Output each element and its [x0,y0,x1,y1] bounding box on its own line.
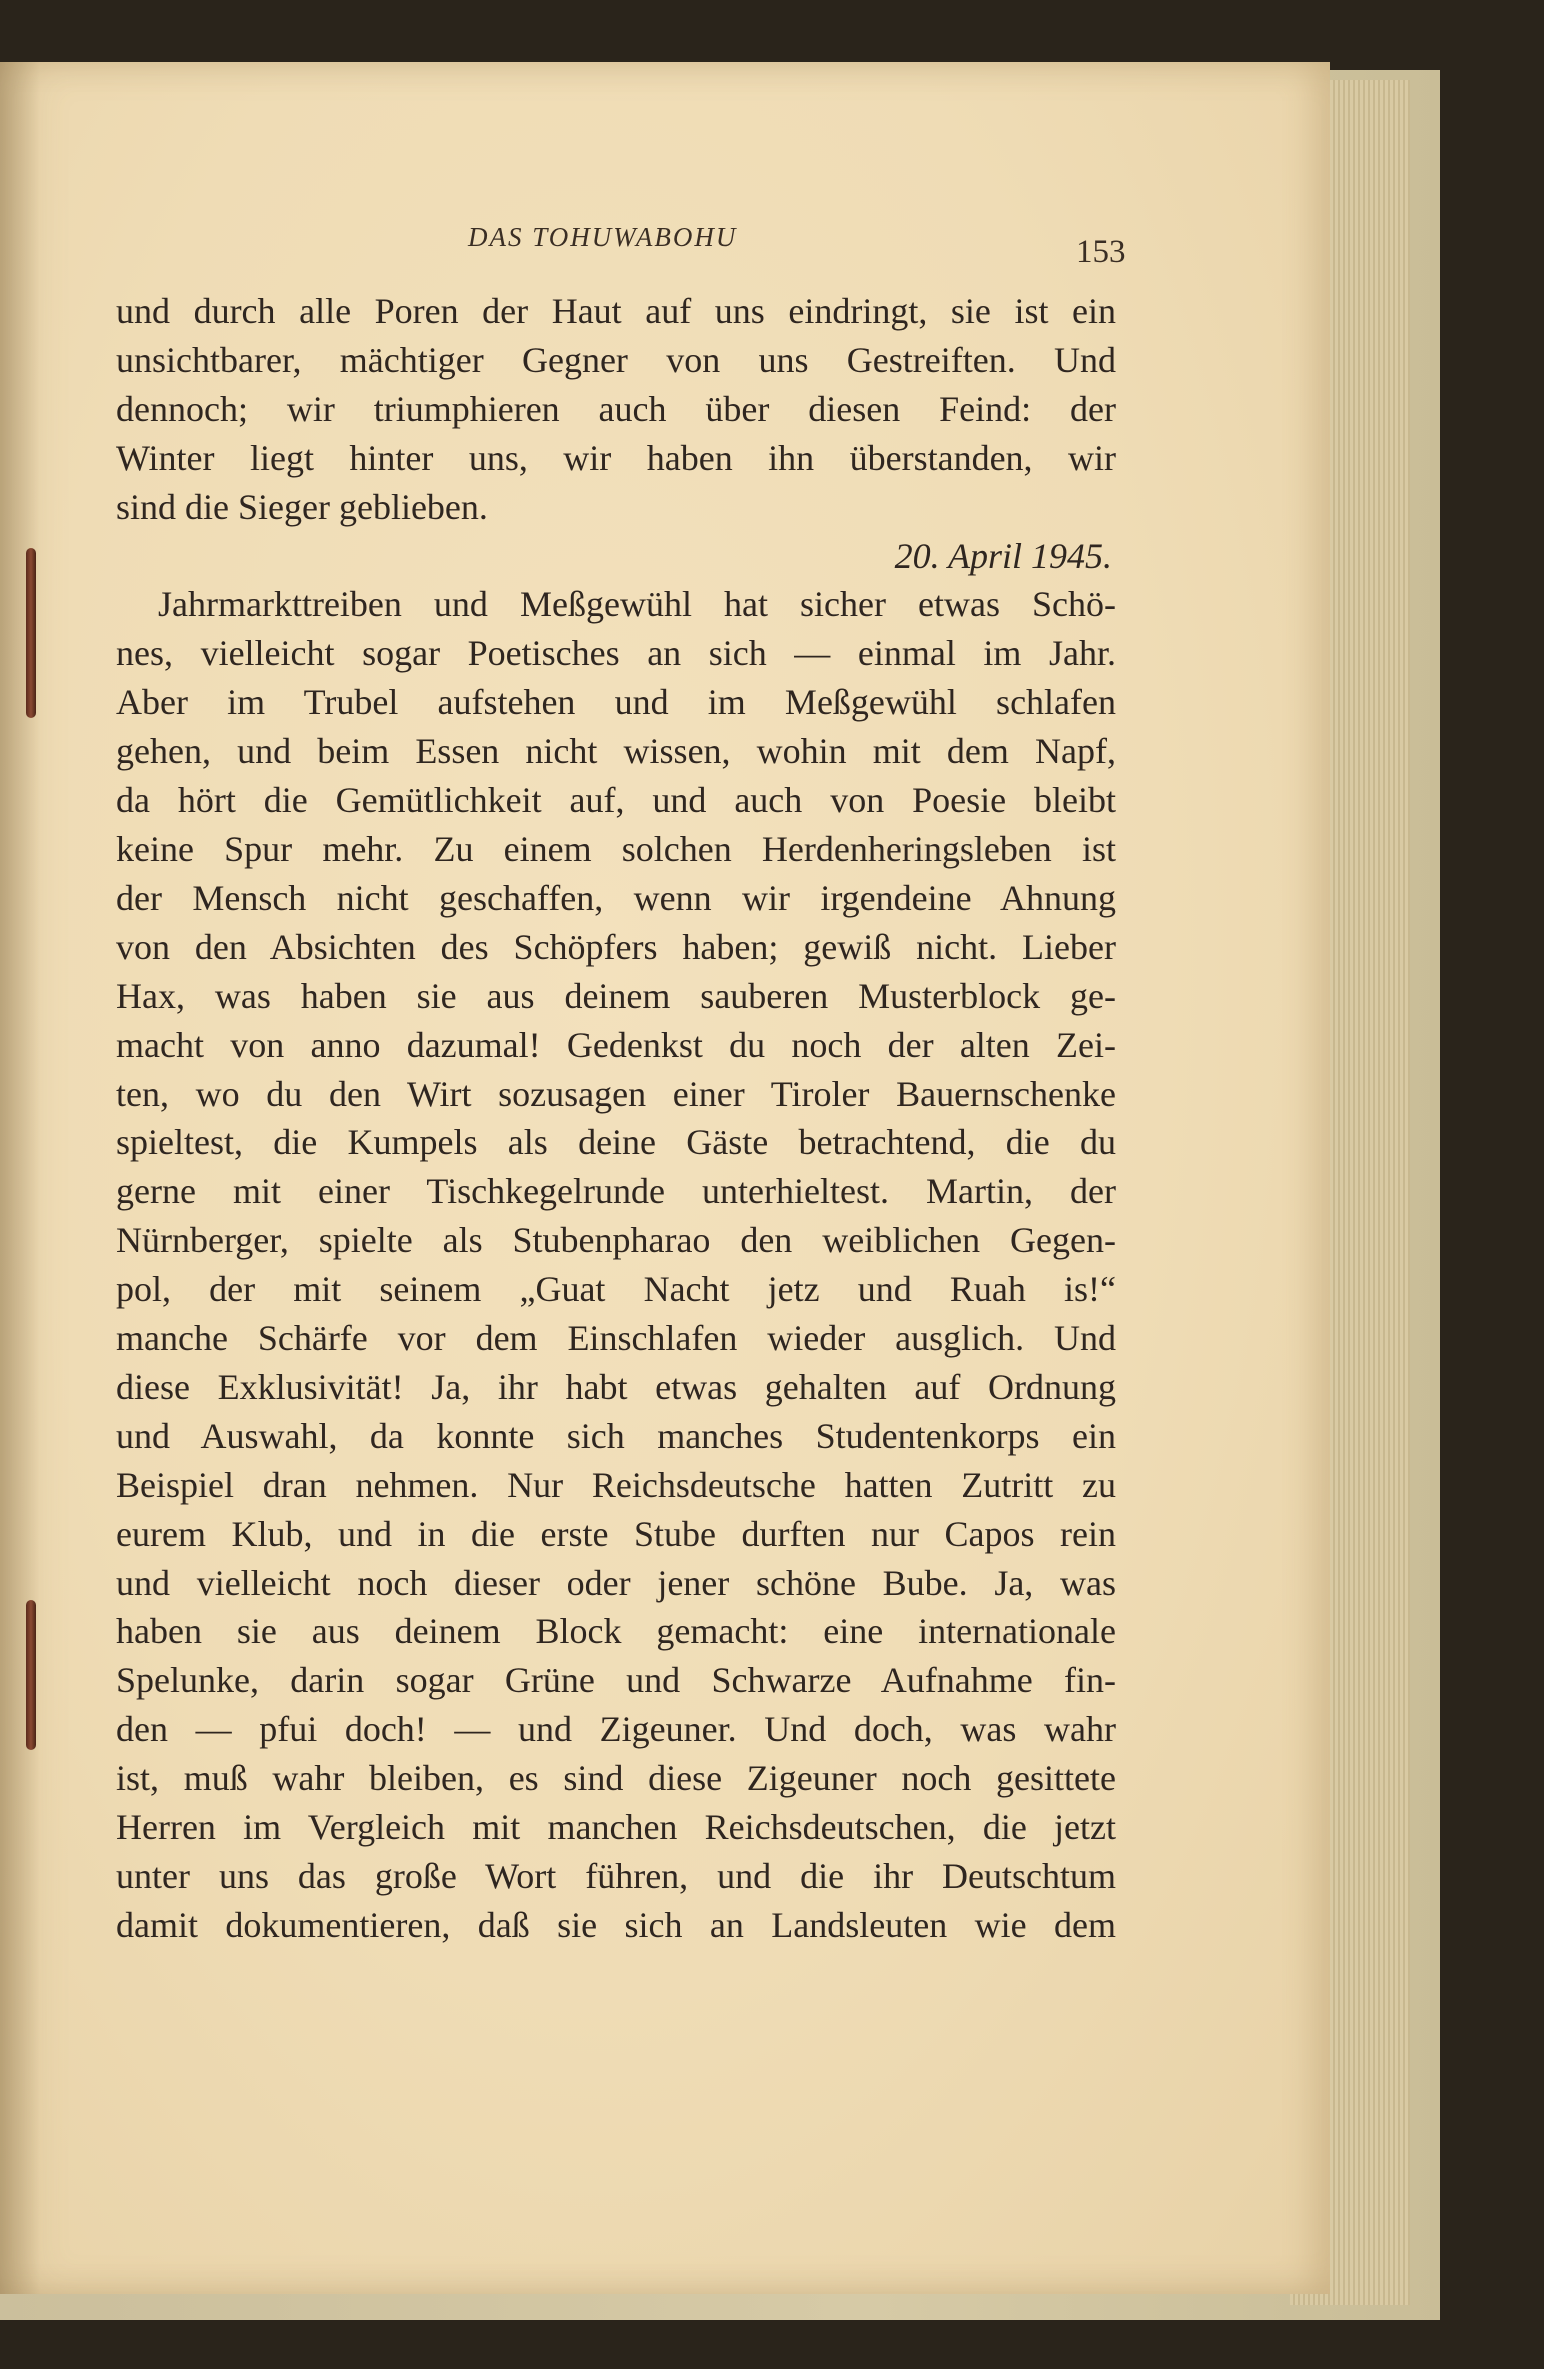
text-line: sind die Sieger geblieben. [116,486,488,527]
text-line: dennoch; wir triumphieren auch über diesen Feind: der [116,388,1116,429]
binding-thread-top [26,548,36,718]
page-number: 153 [1076,234,1126,270]
text-line: der Mensch nicht geschaffen, wenn wir irgendeine Ahnung [116,877,1116,918]
paragraph-2 [116,580,1116,1949]
text-line: Hax, was haben sie aus deinem sauberen Musterblock ge- [116,975,1116,1016]
text-line: Winter liegt hinter uns, wir haben ihn überstanden, wir [116,437,1116,478]
text-line: Beispiel dran nehmen. Nur Reichsdeutsche hatten Zutritt zu [116,1464,1116,1505]
text-line: spieltest, die Kumpels als deine Gäste betrachtend, die du [116,1122,1116,1163]
binding-shadow [0,62,40,2294]
text-line: da hört die Gemütlichkeit auf, und auch von Poesie bleibt [116,780,1116,821]
text-line: nes, vielleicht sogar Poetisches an sich — einmal im Jahr. [116,633,1116,674]
text-line: Nürnberger, spielte als Stubenpharao den weiblichen Gegen- [116,1220,1116,1261]
text-line: diese Exklusivität! Ja, ihr habt etwas gehalten auf Ordnung [116,1366,1116,1407]
text-line: unsichtbarer, mächtiger Gegner von uns Gestreiften. Und [116,339,1116,380]
text-line: Spelunke, darin sogar Grüne und Schwarze Aufnahme fin- [116,1660,1116,1701]
text-line: gehen, und beim Essen nicht wissen, wohin mit dem Napf, [116,731,1116,772]
text-line: unter uns das große Wort führen, und die ihr Deutschtum [116,1856,1116,1896]
running-head: DAS TOHUWABOHU [468,222,738,252]
text-line: ten, wo du den Wirt sozusagen einer Tiroler Bauernschenke [116,1073,1116,1114]
text-line: von den Absichten des Schöpfers haben; gewiß nicht. Lieber [116,926,1116,967]
dateline: 20. April 1945. [894,535,1112,576]
text-line: haben sie aus deinem Block gemacht: eine internationale [116,1611,1116,1652]
text-line: und vielleicht noch dieser oder jener schöne Bube. Ja, was [116,1562,1116,1603]
text-line: gerne mit einer Tischkegelrunde unterhieltest. Martin, der [116,1171,1116,1212]
paragraph-1 [116,287,1116,532]
body-text [116,287,1116,1950]
text-line: keine Spur mehr. Zu einem solchen Herdenheringsleben ist [116,828,1116,869]
text-line: manche Schärfe vor dem Einschlafen wieder ausglich. Und [116,1318,1116,1359]
text-line: ist, muß wahr bleiben, es sind diese Zigeuner noch gesittete [116,1758,1116,1799]
text-line: pol, der mit seinem „Guat Nacht jetz und Ruah is!“ [116,1269,1116,1310]
text-line: den — pfui doch! — und Zigeuner. Und doch, was wahr [116,1709,1116,1750]
text-line: und Auswahl, da konnte sich manches Studentenkorps ein [116,1415,1116,1456]
text-line: eurem Klub, und in die erste Stube durften nur Capos rein [116,1513,1116,1554]
text-line: Aber im Trubel aufstehen und im Meßgewühl schlafen [116,682,1116,723]
text-line: und durch alle Poren der Haut auf uns eindringt, sie ist ein [116,291,1116,331]
text-line: macht von anno dazumal! Gedenkst du noch der alten Zei- [116,1024,1116,1065]
text-line: Jahrmarkttreiben und Meßgewühl hat sicher etwas Schö- [158,584,1116,625]
text-line: damit dokumentieren, daß sie sich an Landsleuten wie dem [116,1904,1116,1945]
text-line: Herren im Vergleich mit manchen Reichsdeutschen, die jetzt [116,1807,1116,1848]
binding-thread-bottom [26,1600,36,1750]
